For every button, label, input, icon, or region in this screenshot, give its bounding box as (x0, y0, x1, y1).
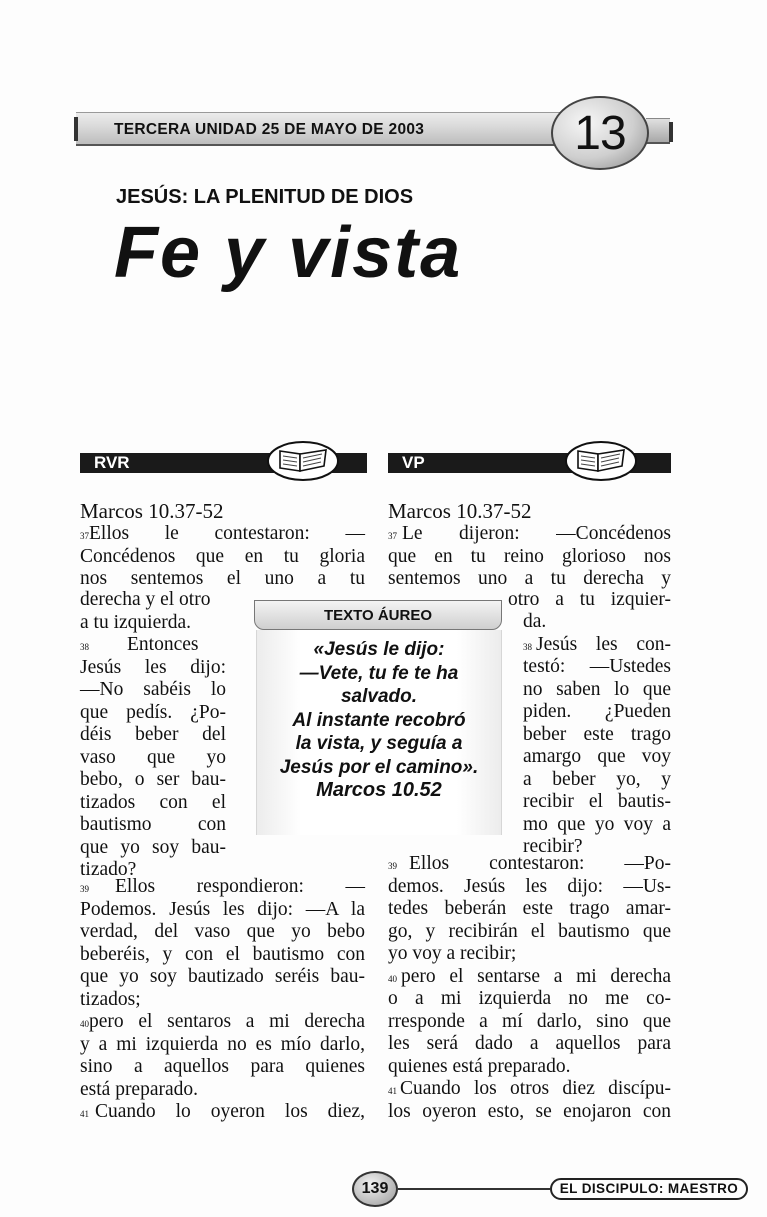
text-line: Jesús les dijo: (80, 656, 226, 678)
footer-divider (398, 1188, 550, 1190)
rvr-reference: Marcos 10.37-52 (80, 499, 224, 523)
verse-number: 37 (80, 531, 89, 541)
verse-number: 38 (523, 641, 532, 652)
text-line: $^{40}$ pero el sentarse a mi derecha (388, 965, 671, 987)
text-line: —No sabéis lo (80, 679, 226, 700)
version-label-vp: VP (402, 453, 425, 472)
text-line: $^{39}$ Ellos respondieron: — (80, 876, 365, 897)
golden-text-line: Jesús por el camino». (279, 756, 479, 778)
golden-text-line: «Jesús le dijo: (313, 639, 445, 660)
text-line: amargo que voy (523, 746, 671, 767)
page-number: 139 (352, 1171, 398, 1207)
text-line: está preparado. (80, 1078, 199, 1100)
verse-number: 40 (80, 1019, 89, 1029)
text-line: que pedís. ¿Po- (80, 701, 226, 723)
text-line: tizados; (80, 988, 141, 1010)
text-line: nos sentemos el uno a tu (80, 568, 365, 589)
golden-text-line: —Vete, tu fe te ha (299, 662, 459, 684)
text-line: otro a tu izquier- (508, 589, 671, 610)
text-line: derecha y el otro (80, 589, 211, 610)
version-bar-rvr (80, 453, 367, 473)
vp-column-top (388, 499, 671, 591)
text-line: recibir el bautis- (523, 791, 671, 812)
text-line: Concédenos que en tu gloria (80, 545, 365, 567)
golden-text-title: TEXTO ÁUREO (254, 600, 502, 630)
series-title: JESÚS: LA PLENITUD DE DIOS (116, 186, 414, 208)
text-line: $^{41}$ Cuando los otros diez discípu- (388, 1078, 671, 1099)
golden-text-box (242, 600, 514, 832)
text-line: piden. ¿Pueden (523, 701, 671, 722)
text-line: quienes está preparado. (388, 1055, 571, 1077)
text-line: $^{41}$ Cuando lo oyeron los diez, (80, 1101, 365, 1122)
version-label-rvr: RVR (94, 453, 130, 472)
golden-text-reference: Marcos 10.52 (316, 779, 442, 801)
rvr-column-narrow (80, 589, 226, 882)
text-line: testó: —Ustedes (523, 656, 671, 677)
text-line: que yo soy bautizado seréis bau- (80, 966, 365, 987)
vp-reference: Marcos 10.37-52 (388, 499, 532, 523)
text-line: $^{40}$pero el sentaros a mi derecha (80, 1011, 365, 1032)
verse-number: 41 (388, 1086, 397, 1096)
text-line: no saben lo que (523, 678, 671, 700)
version-bar-vp (388, 453, 671, 473)
text-line: beber este trago (523, 723, 671, 745)
text-line: sentemos uno a tu derecha y (388, 568, 671, 589)
text-line: o a mi izquierda no me co- (388, 988, 671, 1009)
text-line: Podemos. Jesús les dijo: —A la (80, 898, 365, 920)
text-line: $^{37}$Ellos le contestaron: — (80, 523, 365, 544)
text-line: vaso que yo (80, 746, 226, 768)
rvr-column-bottom (80, 876, 365, 1124)
text-line: los oyeron esto, se enojaron con (388, 1100, 671, 1122)
lesson-number: 13 (574, 107, 626, 160)
golden-text-line: la vista, y seguía a (295, 733, 463, 754)
golden-text (257, 638, 501, 803)
text-line: bebo, o ser bau- (80, 769, 226, 790)
verse-number: 38 (80, 642, 89, 652)
text-line: mo que yo voy a (523, 813, 671, 835)
golden-text-line: salvado. (340, 686, 418, 707)
verse-number: 41 (80, 1109, 89, 1119)
text-line: da. (523, 611, 547, 632)
text-line: que en tu reino glorioso nos (388, 545, 671, 567)
text-line: $^{37}$ Le dijeron: —Concédenos (388, 523, 671, 544)
open-book-icon (266, 440, 340, 482)
banner-tail (646, 118, 670, 144)
text-line: yo voy a recibir; (388, 943, 517, 964)
rvr-column-top (80, 499, 365, 591)
lesson-number-badge (551, 96, 649, 170)
text-line: a beber yo, y (523, 768, 671, 790)
golden-text-line: Al instante recobró (292, 709, 466, 731)
verse-number: 39 (388, 861, 397, 871)
text-line: verdad, del vaso que yo bebo (80, 921, 365, 942)
vp-column-narrow (523, 611, 671, 859)
text-line: $^{38}$ Jesús les con- (523, 633, 671, 655)
golden-text-body (256, 630, 502, 835)
verse-number: 40 (388, 973, 397, 984)
unit-label: TERCERA UNIDAD 25 DE MAYO DE 2003 (114, 121, 425, 138)
lesson-title: Fe y vista (114, 213, 463, 293)
text-line: les será dado a aquellos para (388, 1033, 671, 1054)
text-line: beberéis, y con el bautismo con (80, 943, 365, 965)
text-line: sino a aquellos para quienes (80, 1056, 365, 1077)
text-line: $^{38}$ Entonces (80, 634, 199, 655)
text-line: y a mi izquierda no es mío darlo, (80, 1033, 365, 1055)
text-line: déis beber del (80, 724, 226, 745)
text-line: recibir? (523, 836, 583, 857)
vp-column-bottom (388, 853, 671, 1123)
verse-number: 39 (80, 884, 89, 894)
text-line: bautismo con (80, 814, 226, 835)
text-line: rresponde a mí darlo, sino que (388, 1010, 671, 1032)
publication-label: EL DISCIPULO: MAESTRO (550, 1178, 748, 1200)
text-line: a tu izquierda. (80, 611, 191, 633)
text-line: tedes beberán este trago amar- (388, 898, 671, 919)
text-line: que yo soy bau- (80, 836, 226, 858)
text-line: demos. Jesús les dijo: —Us- (388, 875, 671, 897)
text-line: $^{39}$ Ellos contestaron: —Po- (388, 853, 671, 874)
vp-column-first-wrap (508, 589, 671, 612)
open-book-icon (564, 440, 638, 482)
text-line: tizados con el (80, 791, 226, 813)
text-line: go, y recibirán el bautismo que (388, 920, 671, 942)
text-line: tizado? (80, 859, 137, 880)
verse-number: 37 (388, 531, 397, 541)
